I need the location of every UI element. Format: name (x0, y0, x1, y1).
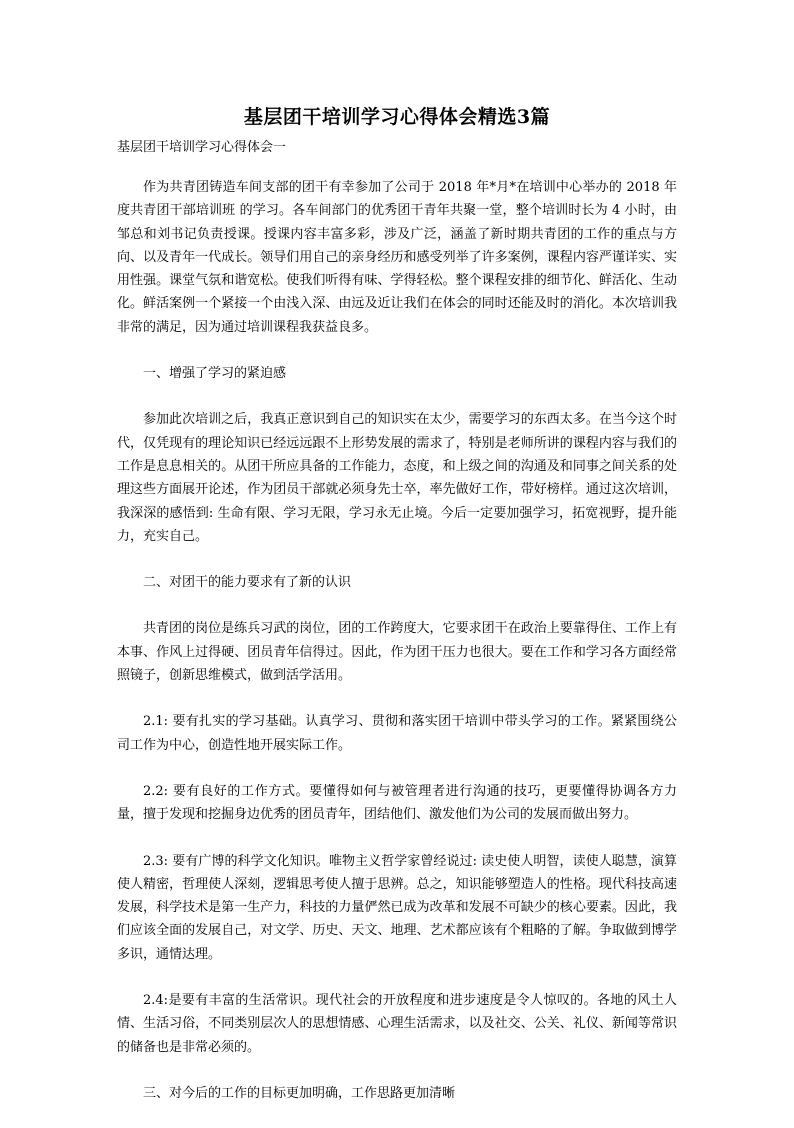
section-heading-1: 一、增强了学习的紧迫感 (143, 366, 287, 382)
section-heading-2: 二、对团干的能力要求有了新的认识 (143, 575, 352, 591)
item-2-4-paragraph: 2.4:是要有丰富的生活常识。现代社会的开放程度和进步速度是令人惊叹的。各地的风土人情、生活习俗，不同类别层次人的思想情感、心理生活需求，以及社交、公关、礼仪、新闻等常识的储备也是非常必须的。 (117, 993, 677, 1055)
item-2-3-paragraph: 2.3: 要有广博的科学文化知识。唯物主义哲学家曾经说过: 读史使人明智，读使人聪慧，演算使人精密，哲理使人深刻，逻辑思考使人擅于思辨。总之，知识能够塑造人的性格。现代科技高速发展，科学技术是第一生产力，科技的力量俨然已成为改革和发展不可缺少的核心要素。因此，我们应该全面的发展自己，对文学、历史、天文、地理、艺术都应该有个粗略的了解。争取做到博学多识，通情达理。 (117, 853, 677, 962)
document-subtitle: 基层团干培训学习心得体会一 (117, 140, 287, 155)
section-2-paragraph: 共青团的岗位是练兵习武的岗位，团的工作跨度大，它要求团干在政治上要靠得住、工作上有本事、作风上过得硬、团员青年信得过。因此，作为团干压力也很大。要在工作和学习各方面经常照镜子，创新思维模式，做到活学活用。 (117, 621, 677, 684)
intro-paragraph: 作为共青团铸造车间支部的团干有幸参加了公司于 2018 年*月*在培训中心举办的 2018 年度共青团干部培训班 的学习。各车间部门的优秀团干青年共聚一堂，整个培训时长为 4 小时，由邹总和刘书记负责授课。授课内容丰富多彩，涉及广泛，涵盖了新时期共青团的工作的重点与方向、以及青年一代成长。领导们用自己的亲身经历和感受列举了许多案例，课程内容严谨详实、实用性强。课堂气氛和谐宽松。使我们听得有味、学得轻松。整个课程安排的细节化、鲜活化、生动化。鲜活案例一个紧接一个由浅入深、由远及近让我们在体会的同时还能及时的消化。本次培训我非常的满足，因为通过培训课程我获益良多。 (117, 180, 677, 335)
section-1-paragraph: 参加此次培训之后，我真正意识到自己的知识实在太少，需要学习的东西太多。在当今这个时代，仅凭现有的理论知识已经远远跟不上形势发展的需求了，特别是老师所讲的课程内容与我们的工作是息息相关的。从团干所应具备的工作能力，态度，和上级之间的沟通及和同事之间关系的处理这些方面展开论述，作为团员干部就必须身先士卒，率先做好工作，带好榜样。通过这次培训，我深深的感悟到: 生命有限、学习无限，学习永无止境。今后一定要加强学习，拓宽视野，提升能力，充实自己。 (117, 412, 677, 544)
document-body (117, 136, 677, 1128)
document-title: 基层团干培训学习心得体会精选3篇 (243, 106, 551, 128)
item-2-2-paragraph: 2.2: 要有良好的工作方式。要懂得如何与被管理者进行沟通的技巧，更要懂得协调各方力量，擅于发现和挖掘身边优秀的团员青年，团结他们、激发他们为公司的发展而做出努力。 (117, 783, 677, 823)
section-heading-3: 三、对今后的工作的目标更加明确，工作思路更加清晰 (143, 1085, 456, 1101)
item-2-1-paragraph: 2.1: 要有扎实的学习基础。认真学习、贯彻和落实团干培训中带头学习的工作。紧紧围绕公司工作为中心，创造性地开展实际工作。 (117, 714, 677, 753)
